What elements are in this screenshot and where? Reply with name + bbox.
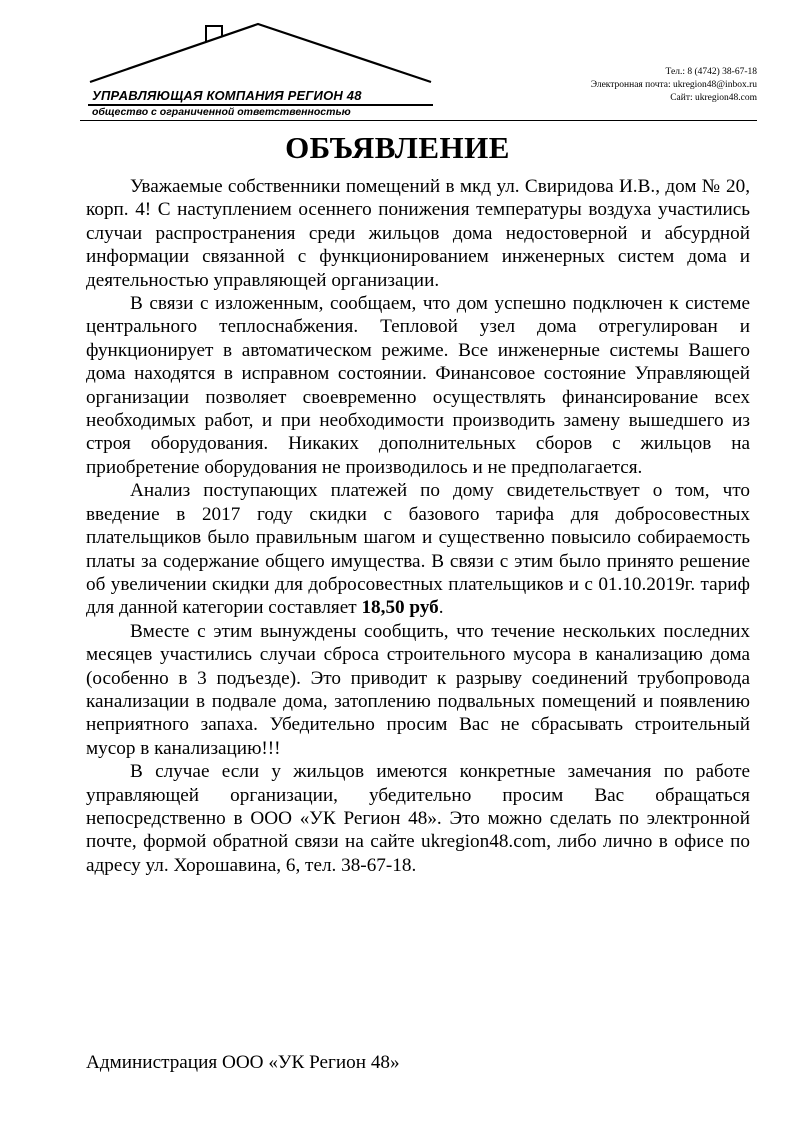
paragraph-3-text: Анализ поступающих платежей по дому свидетельствует о том, что введение в 2017 году скидки с базового тарифа для добросовестных плательщиков было правильным шагом и существенно повысило собираемость платы за содержание общего имущества. В связи с этим было принято решение об увеличении скидки для добросовестных плательщиков и с 01.10.2019г. тариф для данной категории составляет [86,480,750,619]
contact-site: Сайт: ukregion48.com [670,93,757,103]
tariff-value: 18,50 руб [361,597,439,619]
paragraph-3 [86,479,750,619]
company-name: УПРАВЛЯЮЩАЯ КОМПАНИЯ РЕГИОН 48 [92,88,362,103]
contact-phone: Тел.: 8 (4742) 38-67-18 [665,67,757,77]
paragraph-4: Вместе с этим вынуждены сообщить, что течение нескольких последних месяцев участились случаи сброса строительного мусора в канализацию дома (особенно в 3 подъезде). Это приводит к разрыву соединений трубопровода канализации в подвале дома, затоплению подвальных помещений и появлению неприятного запаха. Убедительно просим Вас не сбрасывать строительный мусор в канализацию!!! [86,620,750,759]
company-logo [88,20,433,118]
announcement-body [86,175,750,877]
paragraph-2: В связи с изложенным, сообщаем, что дом успешно подключен к системе центрального теплоснабжения. Тепловой узел дома отрегулирован и функционирует в автоматическом режиме. Все инженерные системы Вашего дома находятся в исправном состоянии. Финансовое состояние Управляющей организации позволяет своевременно осуществлять финансирование всех необходимых работ, и при необходимости производить замену вышедшего из строя оборудования. Никаких дополнительных сборов с жильцов на приобретение оборудования не производилось и не предполагается. [86,293,750,478]
paragraph-1: Уважаемые собственники помещений в мкд ул. Свиридова И.В., дом № 20, корп. 4! С наступлением осеннего понижения температуры воздуха участились случаи распространения среди жильцов дома недостоверной и абсурдной информации связанной с функционированием инженерных систем дома и деятельностью управляющей организации. [86,176,750,291]
paragraph-5: В случае если у жильцов имеются конкретные замечания по работе управляющей организации, убедительно просим Вас обращаться непосредственно в ООО «УК Регион 48». Это можно сделать по электронной почте, формой обратной связи на сайте ukregion48.com, либо лично в офисе по адресу ул. Хорошавина, 6, тел. 38-67-18. [86,761,750,876]
contact-block [591,66,757,105]
signature: Администрация ООО «УК Регион 48» [86,1052,400,1073]
contact-email: Электронная почта: ukregion48@inbox.ru [590,80,757,90]
header-divider [80,120,757,121]
paragraph-3-end: . [438,597,444,619]
house-roof-icon [88,20,433,90]
page-title: ОБЪЯВЛЕНИЕ [285,130,510,165]
company-type: общество с ограниченной ответственностью [92,106,351,118]
